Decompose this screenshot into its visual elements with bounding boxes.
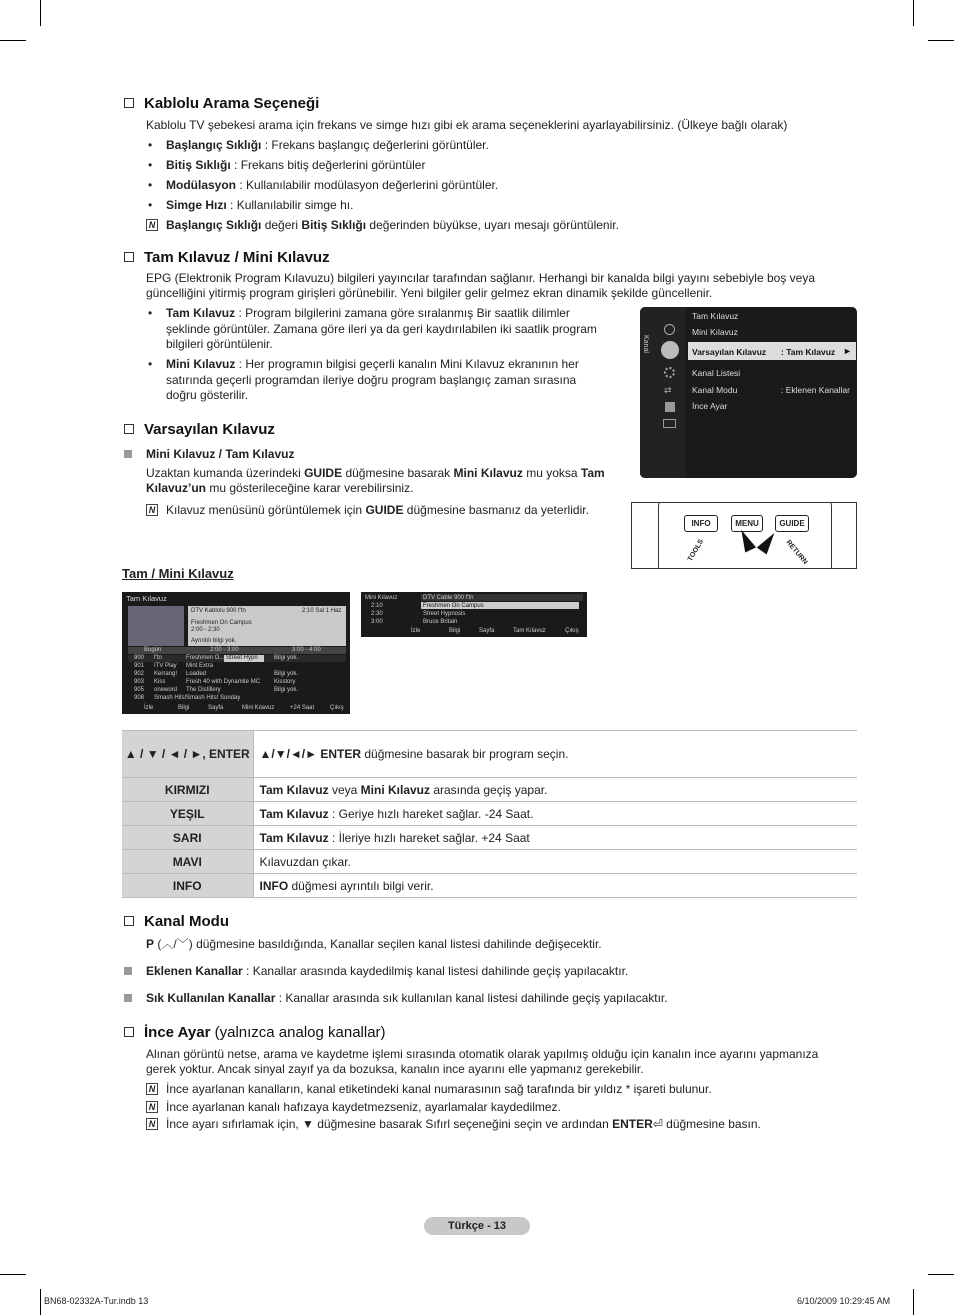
kanal-modu-p: P (︿/﹀) düğmesine basıldığında, Kanallar seçilen kanal listesi dahilinde değişecektir.	[146, 937, 602, 951]
epg-cell: Smash Hits! Sunday	[186, 695, 241, 701]
mini-cell: Bruce Britain	[423, 619, 458, 625]
table-key: INFO	[122, 874, 253, 898]
epg-date: 2:10 Sal 1 Haz	[302, 608, 342, 614]
table-row	[122, 874, 857, 898]
osd-item-kanal-listesi[interactable]: Kanal Listesi	[692, 368, 741, 378]
osd-side-label: Kanal	[642, 335, 649, 353]
mini-channel: DTV Cable 900 f'tn	[423, 595, 474, 601]
epg-cell: 908	[134, 695, 145, 701]
epg-cell: Kerrang!	[154, 671, 178, 677]
key-table	[122, 730, 857, 898]
crop-mark	[913, 0, 914, 26]
table-value: Tam Kılavuz : İleriye hızlı hareket sağlar. +24 Saat	[253, 826, 857, 850]
footer-izle: İzle	[144, 705, 154, 711]
square-bullet-icon	[124, 450, 132, 458]
crop-mark	[0, 40, 26, 41]
table-key: SARI	[122, 826, 253, 850]
table-row	[122, 778, 857, 802]
note-icon: N	[146, 504, 158, 516]
note-icon: N	[146, 1083, 158, 1095]
guide-button[interactable]: GUIDE	[775, 515, 809, 532]
osd-item-varsayilan[interactable]: Varsayılan Kılavuz	[692, 347, 767, 357]
osd-value-varsayilan: : Tam Kılavuz	[781, 347, 836, 357]
epg-cell: Bilgi yok.	[274, 687, 299, 693]
kanal-modu-item-2: Sık Kullanılan Kanallar : Kanallar arasında sık kullanılan kanal listesi dahilinde geçiş yapılacaktır.	[146, 991, 668, 1005]
tam-intro-1: EPG (Elektronik Program Kılavuzu) bilgileri yayıncılar tarafından sağlanır. Herhangi bir kanalda bilgi yayını sebebiyle boş veya	[146, 271, 815, 285]
full-guide-screen	[122, 592, 350, 714]
page-number-badge: Türkçe - 13	[424, 1217, 530, 1235]
table-row	[122, 802, 857, 826]
osd-menu-screen	[640, 307, 857, 478]
table-key: KIRMIZI	[122, 778, 253, 802]
osd-item-mini-kilavuz[interactable]: Mini Kılavuz	[692, 327, 738, 337]
preview-thumbnail	[128, 606, 184, 646]
epg-cell: ITV Play	[154, 663, 177, 669]
epg-cell: Bilgi yok.	[274, 671, 299, 677]
support-icon	[665, 402, 675, 412]
ince-p2: gerek yoktur. Ancak sinyal zayıf ya da bozuksa, kanalın ince ayarını elle yapmanız gerekebilir.	[146, 1062, 644, 1076]
mini-cell: 3:00	[371, 619, 383, 625]
chevron-down-icon: ﹀	[176, 937, 189, 951]
table-value: ▲/▼/◄/► ENTER düğmesine basarak bir program seçin.	[253, 731, 857, 778]
checkbox-icon	[124, 424, 134, 434]
epg-cell: 903	[134, 679, 145, 685]
epg-cell: Smash Hits!	[154, 695, 187, 701]
epg-cell: Loaded	[186, 671, 207, 677]
epg-cell: Fresh 40 with Dynamite MC	[186, 679, 261, 685]
section-title-ince-ayar: İnce Ayar (yalnızca analog kanallar)	[124, 1024, 386, 1041]
checkbox-icon	[124, 252, 134, 262]
epg-cell: 905	[134, 687, 145, 693]
square-bullet-icon	[124, 967, 132, 975]
checkbox-icon	[124, 98, 134, 108]
osd-sidebar	[640, 307, 686, 478]
epg-header-cell: 2:00 - 3:00	[210, 647, 239, 653]
epg-cell: Mint Extra	[186, 663, 214, 669]
table-row	[122, 850, 857, 874]
epg-header-cell: Bugün	[144, 647, 162, 653]
mini-footer-cikis: Çıkış	[565, 628, 579, 634]
epg-cell: 900	[134, 655, 145, 661]
mini-footer-tam: Tam Kılavuz	[513, 628, 546, 634]
gear-icon	[664, 367, 675, 378]
mini-cell: Freshmen On Campus	[423, 603, 484, 609]
mini-cell: 2:10	[371, 603, 383, 609]
menu-button[interactable]: MENU	[731, 515, 763, 532]
chevron-up-icon: ︿	[161, 937, 174, 951]
remote-control-illustration	[631, 502, 857, 569]
table-key: MAVI	[122, 850, 253, 874]
mini-guide-screen	[361, 592, 587, 637]
epg-cell: The Distillery	[186, 687, 221, 693]
tools-label: TOOLS	[686, 538, 706, 563]
epg-program: Freshmen On Campus	[191, 620, 252, 626]
osd-item-tam-kilavuz[interactable]: Tam Kılavuz	[692, 311, 739, 321]
mini-title: Mini Kılavuz	[365, 595, 398, 601]
square-bullet-icon	[124, 994, 132, 1002]
epg-channel: DTV Kablolu 900 f'tn	[191, 608, 246, 614]
varsayilan-subtitle: Mini Kılavuz / Tam Kılavuz	[146, 447, 295, 461]
section-title-tam: Tam Kılavuz / Mini Kılavuz	[124, 249, 330, 266]
table-value: Tam Kılavuz : Geriye hızlı hareket sağlar. -24 Saat.	[253, 802, 857, 826]
table-row	[122, 731, 857, 778]
osd-value-kanal-modu: : Eklenen Kanallar	[781, 385, 850, 395]
section-title-kanal-modu: Kanal Modu	[124, 913, 229, 930]
tam-intro-2: güncelliğini yitirmiş program girişleri görünebilir. Yeni bilgiler gelir gelmez ekran dinamik şekilde güncellenir.	[146, 286, 713, 300]
epg-time: 2:00 - 2:30	[191, 627, 220, 633]
table-key: ▲ / ▼ / ◄ / ►, ENTER	[122, 731, 253, 778]
return-label: RETURN	[784, 539, 809, 566]
varsayilan-p2: Kılavuz’un mu gösterileceğine karar verebilirsiniz.	[146, 481, 414, 495]
mini-footer-bilgi: Bilgi	[449, 628, 461, 634]
crop-mark	[40, 0, 41, 26]
mini-footer-izle: İzle	[411, 628, 421, 634]
checkbox-icon	[124, 916, 134, 926]
enter-icon: ⏎	[652, 1117, 663, 1131]
multimedia-icon	[663, 419, 676, 428]
epg-cell: 901	[134, 663, 145, 669]
footer-mini: Mini Kılavuz	[242, 705, 275, 711]
mini-footer-sayfa: Sayfa	[479, 628, 495, 634]
footer-file: BN68-02332A-Tur.indb 13	[44, 1296, 149, 1306]
crop-mark	[913, 1289, 914, 1315]
kanal-modu-item-1: Eklenen Kanallar : Kanallar arasında kaydedilmiş kanal listesi dahilinde geçiş yapılacaktır.	[146, 964, 629, 978]
footer-sayfa: Sayfa	[208, 705, 224, 711]
satellite-icon	[661, 341, 679, 359]
note-icon: N	[146, 1118, 158, 1130]
epg-cell: Kisstory	[274, 679, 296, 685]
input-icon: ⇄	[664, 385, 672, 395]
varsayilan-p1: Uzaktan kumanda üzerindeki GUIDE düğmesine basarak Mini Kılavuz mu yoksa Tam	[146, 466, 605, 480]
section-title-varsayilan: Varsayılan Kılavuz	[124, 421, 275, 438]
footer-cikis: Çıkış	[330, 705, 344, 711]
epg-cell: Street Hypn	[226, 655, 258, 661]
epg-detail: Ayrıntılı bilgi yok.	[191, 638, 237, 644]
epg-title: Tam Kılavuz	[126, 594, 167, 603]
epg-header-cell: 3:00 - 4:00	[292, 647, 321, 653]
footer-date: 6/10/2009 10:29:45 AM	[797, 1296, 891, 1306]
table-row	[122, 826, 857, 850]
epg-cell: Freshmen O...	[186, 655, 225, 661]
clock-icon	[664, 324, 675, 335]
osd-item-kanal-modu[interactable]: Kanal Modu	[692, 385, 738, 395]
epg-cell: f'tn	[154, 655, 162, 661]
table-value: Tam Kılavuz veya Mini Kılavuz arasında geçiş yapar.	[253, 778, 857, 802]
info-button[interactable]: INFO	[684, 515, 718, 532]
footer-24: +24 Saat	[290, 705, 315, 711]
crop-mark	[928, 40, 954, 41]
tam-mini-label: Tam / Mini Kılavuz	[122, 566, 234, 581]
mini-cell: 2:30	[371, 611, 383, 617]
osd-item-ince-ayar[interactable]: İnce Ayar	[692, 401, 728, 411]
kablolu-intro: Kablolu TV şebekesi arama için frekans ve simge hızı gibi ek arama seçeneklerini ayarlayabilirsiniz. (Ülkeye bağlı olarak)	[146, 118, 788, 132]
epg-cell: oneword	[154, 687, 178, 693]
epg-cell: Bilgi yok.	[274, 655, 299, 661]
checkbox-icon	[124, 1027, 134, 1037]
epg-cell: 902	[134, 671, 145, 677]
arrow-right-icon: ►	[843, 346, 852, 356]
table-value: INFO düğmesi ayrıntılı bilgi verir.	[253, 874, 857, 898]
epg-cell: Kiss	[154, 679, 166, 685]
mini-cell: Street Hypnosis	[423, 611, 466, 617]
note-icon: N	[146, 219, 158, 231]
crop-mark	[0, 1274, 26, 1275]
table-value: Kılavuzdan çıkar.	[253, 850, 857, 874]
crop-mark	[40, 1289, 41, 1315]
note-icon: N	[146, 1101, 158, 1113]
ince-p1: Alınan görüntü netse, arama ve kaydetme işlemi sırasında otomatik olarak yapılmış olduğu için kanalın ince ayarını yapmanıza	[146, 1047, 819, 1061]
section-title-kablolu: Kablolu Arama Seçeneği	[124, 95, 319, 112]
footer-bilgi: Bilgi	[178, 705, 190, 711]
table-key: YEŞIL	[122, 802, 253, 826]
crop-mark	[928, 1274, 954, 1275]
